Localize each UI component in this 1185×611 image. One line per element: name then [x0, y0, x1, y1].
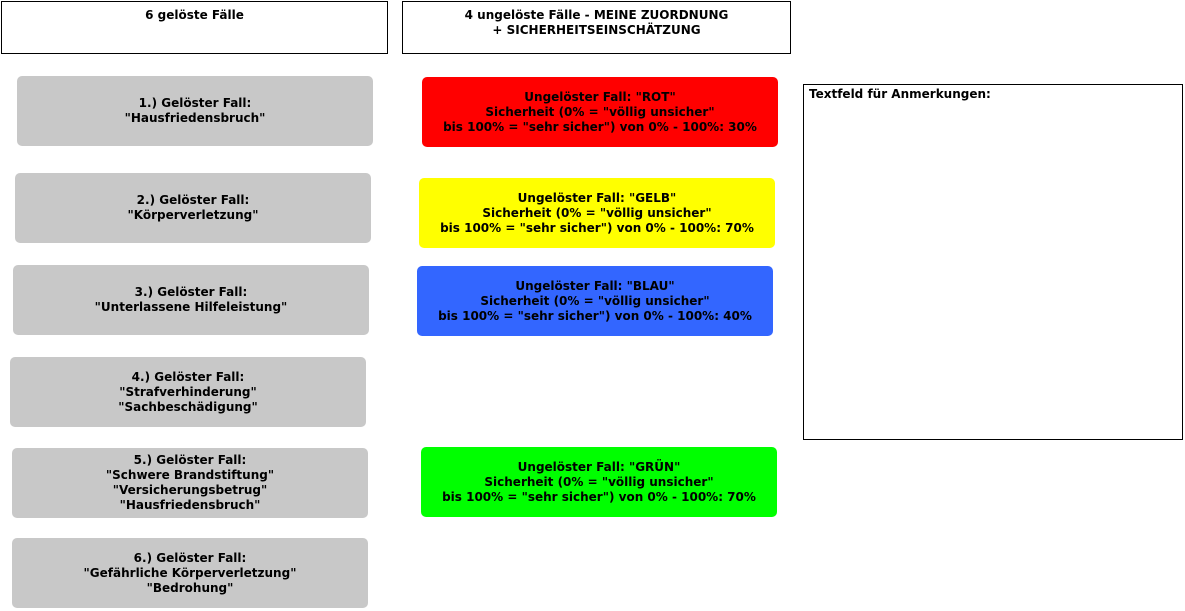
solved-case-line: "Gefährliche Körperverletzung" — [83, 565, 297, 580]
solved-case-line: "Unterlassene Hilfeleistung" — [94, 300, 288, 314]
unsolved-case-line: Sicherheit (0% = "völlig unsicher" — [482, 205, 712, 220]
notes-box[interactable] — [803, 84, 1183, 440]
solved-case-6[interactable] — [12, 538, 368, 608]
solved-case-line: 6.) Gelöster Fall: — [133, 550, 247, 565]
solved-case-2[interactable] — [15, 173, 371, 243]
unsolved-cases-header — [402, 1, 791, 54]
unsolved-case-line: Ungelöster Fall: "GELB" — [517, 190, 677, 205]
solved-case-line: 3.) Gelöster Fall: — [134, 285, 248, 299]
unsolved-case-blau[interactable] — [417, 266, 773, 336]
solved-case-line: 1.) Gelöster Fall: — [138, 96, 252, 110]
solved-case-line: "Hausfriedensbruch" — [124, 111, 266, 125]
solved-case-5[interactable] — [12, 448, 368, 518]
unsolved-case-line: Sicherheit (0% = "völlig unsicher" — [484, 474, 714, 489]
solved-case-line: "Bedrohung" — [146, 580, 234, 595]
notes-textarea[interactable] — [809, 102, 1177, 432]
unsolved-case-gelb[interactable] — [419, 178, 775, 248]
solved-case-1[interactable] — [17, 76, 373, 146]
unsolved-cases-header-line: + SICHERHEITSEINSCHÄTZUNG — [492, 23, 701, 37]
solved-case-line: "Sachbeschädigung" — [118, 399, 258, 414]
unsolved-case-line: Ungelöster Fall: "ROT" — [524, 89, 676, 104]
unsolved-case-rot[interactable] — [422, 77, 778, 147]
unsolved-case-line: bis 100% = "sehr sicher") von 0% - 100%: 30% — [443, 119, 757, 134]
solved-case-line: "Schwere Brandstiftung" — [105, 468, 275, 482]
unsolved-case-line: Ungelöster Fall: "GRÜN" — [517, 459, 681, 474]
solved-case-line: 2.) Gelöster Fall: — [136, 193, 250, 207]
solved-case-line: 4.) Gelöster Fall: — [131, 369, 245, 384]
unsolved-case-line: Ungelöster Fall: "BLAU" — [515, 278, 675, 293]
unsolved-case-line: bis 100% = "sehr sicher") von 0% - 100%: 70% — [442, 489, 756, 504]
solved-case-4[interactable] — [10, 357, 366, 427]
solved-case-line: "Hausfriedensbruch" — [119, 498, 261, 512]
unsolved-case-line: bis 100% = "sehr sicher") von 0% - 100%: 70% — [440, 220, 754, 235]
solved-case-line: 5.) Gelöster Fall: — [133, 453, 247, 467]
solved-case-line: "Strafverhinderung" — [119, 384, 257, 399]
solved-case-line: "Versicherungsbetrug" — [112, 483, 268, 497]
unsolved-case-line: bis 100% = "sehr sicher") von 0% - 100%: 40% — [438, 308, 752, 323]
solved-case-3[interactable] — [13, 265, 369, 335]
unsolved-case-line: Sicherheit (0% = "völlig unsicher" — [485, 104, 715, 119]
unsolved-cases-header-line: 4 ungelöste Fälle - MEINE ZUORDNUNG — [464, 8, 729, 22]
solved-cases-header — [1, 1, 388, 54]
solved-case-line: "Körperverletzung" — [127, 208, 259, 222]
notes-label: Textfeld für Anmerkungen: — [809, 87, 991, 101]
solved-cases-header-line: 6 gelöste Fälle — [145, 8, 244, 22]
unsolved-case-line: Sicherheit (0% = "völlig unsicher" — [480, 293, 710, 308]
unsolved-case-gruen[interactable] — [421, 447, 777, 517]
